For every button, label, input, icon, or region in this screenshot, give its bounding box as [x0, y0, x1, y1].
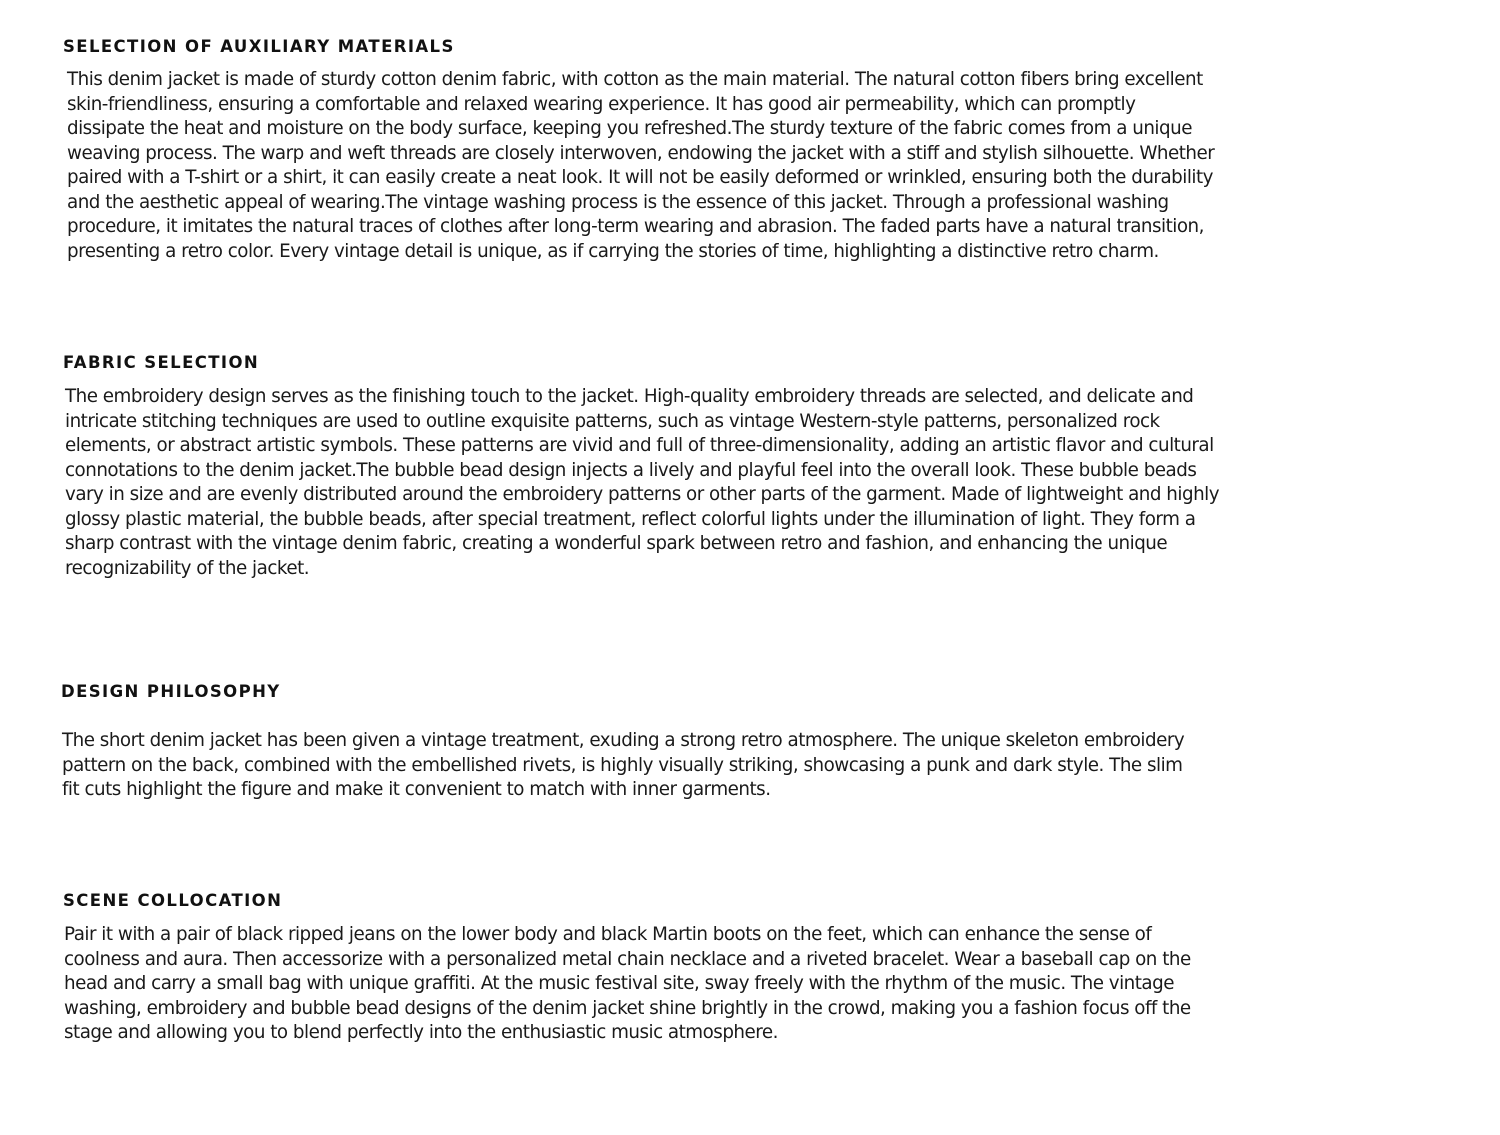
- text-line: pattern on the back, combined with the embellished rivets, is highly visually striking, showcasing a punk and dark style. The slim: [62, 754, 1183, 776]
- text-line: Pair it with a pair of black ripped jeans on the lower body and black Martin boots on the feet, which can enhance the sense of: [64, 924, 1152, 945]
- section-title: SELECTION OF AUXILIARY MATERIALS: [63, 37, 455, 56]
- section-title: DESIGN PHILOSOPHY: [61, 682, 281, 701]
- text-line: stage and allowing you to blend perfectly into the enthusiastic music atmosphere.: [64, 1022, 778, 1043]
- section-body: [62, 729, 1500, 803]
- text-line: vary in size and are evenly distributed around the embroidery patterns or other parts of the garment. Made of lightweight and highly: [65, 484, 1220, 505]
- text-line: This denim jacket is made of sturdy cotton denim fabric, with cotton as the main material. The natural cotton fibers bring excellent: [67, 69, 1203, 90]
- section-body: [65, 385, 1500, 581]
- text-line: recognizability of the jacket.: [65, 557, 310, 579]
- text-line: elements, or abstract artistic symbols. These patterns are vivid and full of three-dimensionality, adding an artistic flavor and cultural: [65, 435, 1214, 456]
- text-line: presenting a retro color. Every vintage detail is unique, as if carrying the stories of time, highlighting a distinctive retro charm.: [67, 240, 1159, 262]
- section-body: [64, 923, 1500, 1046]
- text-line: procedure, it imitates the natural traces of clothes after long-term wearing and abrasion. The faded parts have a natural transition,: [67, 216, 1204, 237]
- text-line: weaving process. The warp and weft threads are closely interwoven, endowing the jacket with a stiff and stylish silhouette. Whether: [67, 142, 1215, 164]
- text-line: head and carry a small bag with unique graffiti. At the music festival site, sway freely with the rhythm of the music. The vintage: [64, 973, 1174, 994]
- text-line: coolness and aura. Then accessorize with a personalized metal chain necklace and a riveted bracelet. Wear a baseball cap on the: [64, 948, 1191, 970]
- text-line: and the aesthetic appeal of wearing.The vintage washing process is the essence of this jacket. Through a professional washing: [67, 191, 1169, 213]
- text-line: The embroidery design serves as the finishing touch to the jacket. High-quality embroidery threads are selected, and delicate and: [65, 386, 1194, 407]
- text-line: connotations to the denim jacket.The bubble bead design injects a lively and playful feel into the overall look. These bubble beads: [65, 459, 1197, 481]
- section-auxiliary-materials: [63, 36, 1500, 264]
- section-title: SCENE COLLOCATION: [63, 891, 283, 910]
- text-line: paired with a T-shirt or a shirt, it can easily create a neat look. It will not be easily deformed or wrinkled, ensuring both the durability: [67, 167, 1213, 188]
- section-scene-collocation: [63, 890, 1500, 1046]
- section-design-philosophy: [61, 681, 1500, 803]
- text-line: intricate stitching techniques are used to outline exquisite patterns, such as vintage Western-style patterns, personalized rock: [65, 410, 1160, 432]
- text-line: dissipate the heat and moisture on the body surface, keeping you refreshed.The sturdy texture of the fabric comes from a unique: [67, 118, 1192, 139]
- text-line: sharp contrast with the vintage denim fabric, creating a wonderful spark between retro and fashion, and enhancing the unique: [65, 533, 1168, 554]
- text-line: washing, embroidery and bubble bead designs of the denim jacket shine brightly in the crowd, making you a fashion focus off the: [64, 997, 1191, 1019]
- text-line: The short denim jacket has been given a vintage treatment, exuding a strong retro atmosphere. The unique skeleton embroidery: [62, 730, 1185, 751]
- text-line: glossy plastic material, the bubble beads, after special treatment, reflect colorful lights under the illumination of light. They form a: [65, 508, 1196, 530]
- section-title: FABRIC SELECTION: [63, 353, 260, 372]
- text-line: fit cuts highlight the figure and make it convenient to match with inner garments.: [62, 779, 771, 800]
- section-body: [67, 68, 1500, 264]
- text-line: skin-friendliness, ensuring a comfortable and relaxed wearing experience. It has good air permeability, which can promptly: [67, 93, 1136, 115]
- section-fabric-selection: [63, 352, 1500, 581]
